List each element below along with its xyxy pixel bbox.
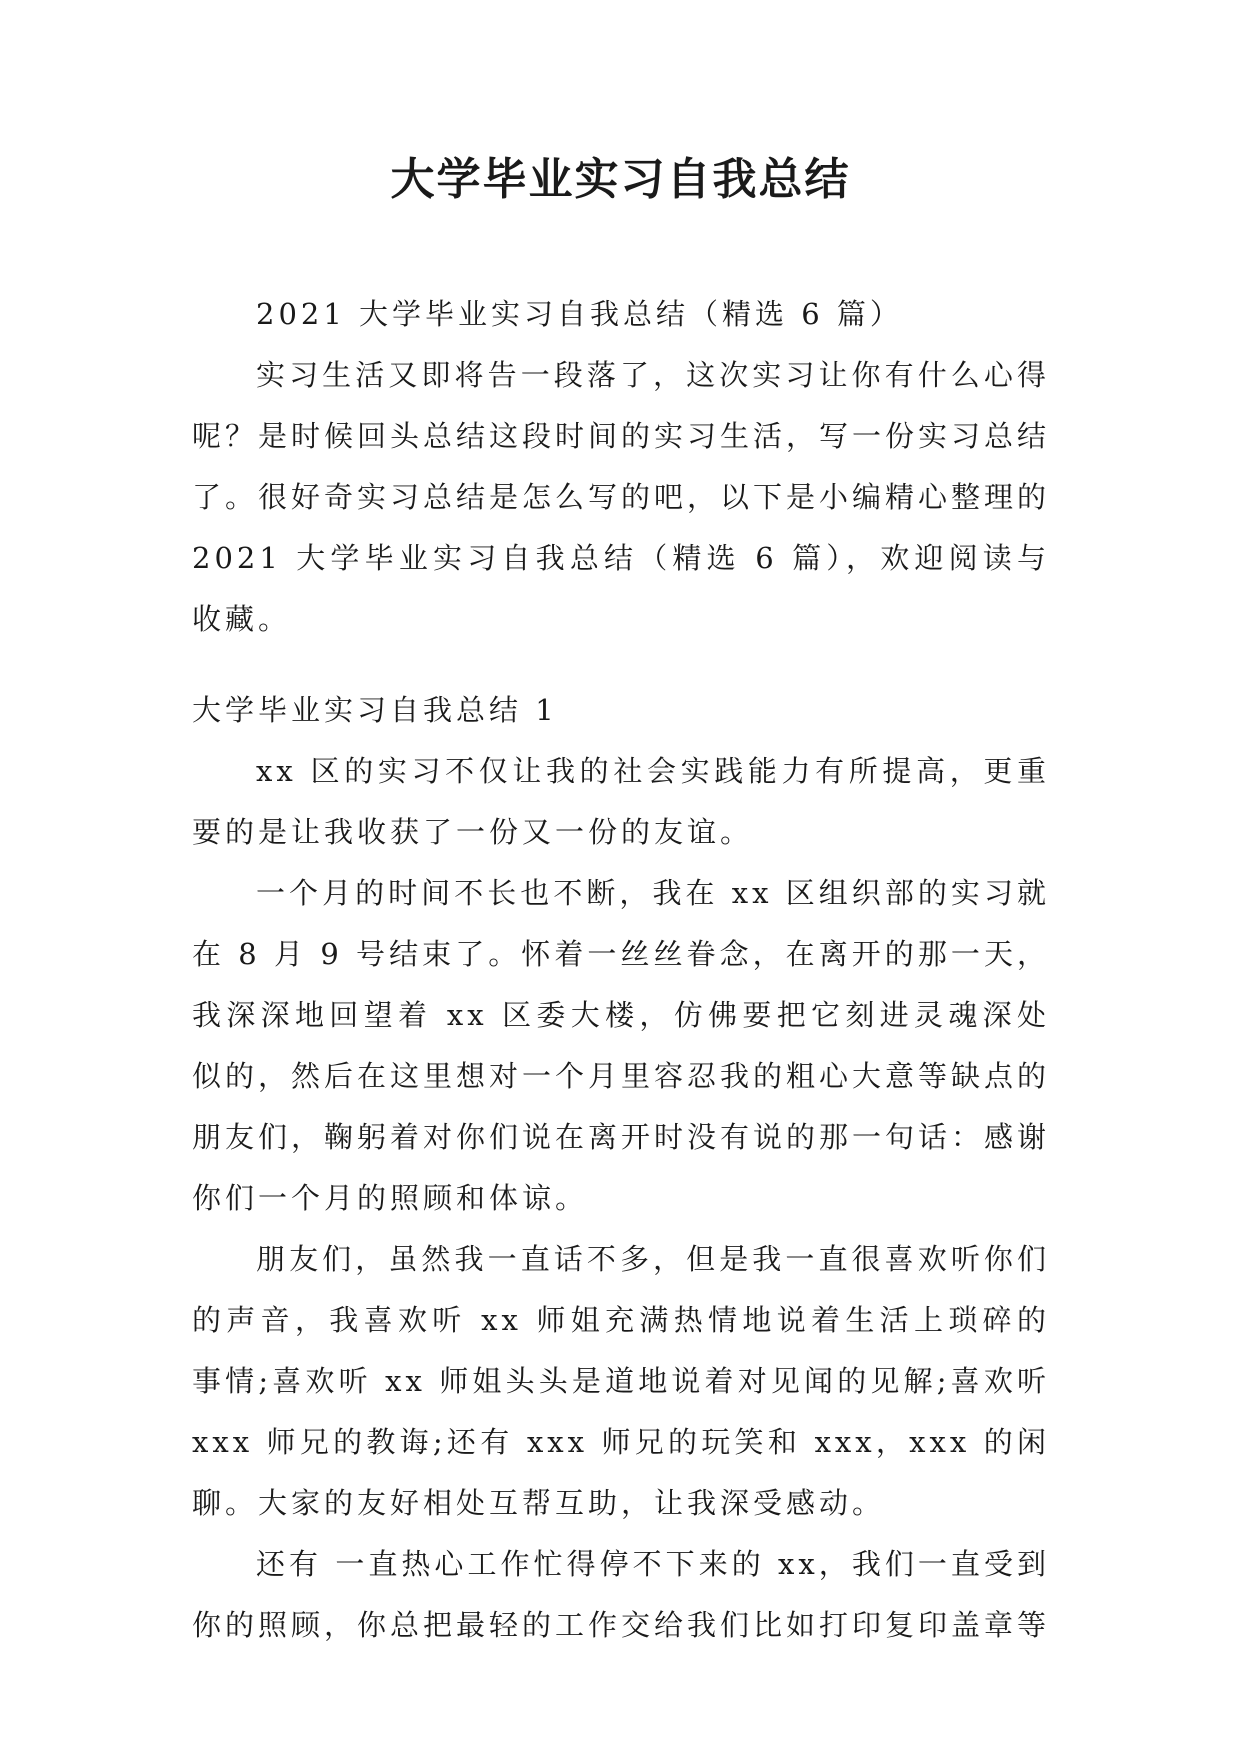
body-paragraph: 朋友们，虽然我一直话不多，但是我一直很喜欢听你们的声音，我喜欢听 xx 师姐充满热情地说着生活上琐碎的事情;喜欢听 xx 师姐头头是道地说着对见闻的见解;喜欢听 xxx 师兄的教诲;还有 xxx 师兄的玩笑和 xxx，xxx 的闲聊。大家的友好相处互帮互助，让我深受感动。 xyxy=(192,1242,1050,1520)
section-heading: 大学毕业实习自我总结 1 xyxy=(192,693,558,727)
document-title: 大学毕业实习自我总结 xyxy=(390,154,851,205)
intro-paragraph: 实习生活又即将告一段落了，这次实习让你有什么心得呢？是时候回头总结这段时间的实习生活，写一份实习总结了。很好奇实习总结是怎么写的吧，以下是小编精心整理的 2021 大学毕业实习自我总结（精选 6 篇），欢迎阅读与收藏。 xyxy=(192,358,1051,636)
body-paragraph: 一个月的时间不长也不断，我在 xx 区组织部的实习就在 8 月 9 号结束了。怀着一丝丝眷念，在离开的那一天，我深深地回望着 xx 区委大楼，仿佛要把它刻进灵魂深处似的，然后在这里想对一个月里容忍我的粗心大意等缺点的朋友们，鞠躬着对你们说在离开时没有说的那一句话：感谢你们一个月的照顾和体谅。 xyxy=(192,876,1051,1215)
body-paragraph: 还有 一直热心工作忙得停不下来的 xx，我们一直受到你的照顾，你总把最轻的工作交给我们比如打印复印盖章等 xyxy=(192,1547,1051,1642)
body-paragraph: xx 区的实习不仅让我的社会实践能力有所提高，更重要的是让我收获了一份又一份的友谊。 xyxy=(192,754,1050,849)
intro-subtitle: 2021 大学毕业实习自我总结（精选 6 篇） xyxy=(256,297,903,331)
document-body xyxy=(192,284,1050,1656)
section-spacer xyxy=(192,650,1050,680)
